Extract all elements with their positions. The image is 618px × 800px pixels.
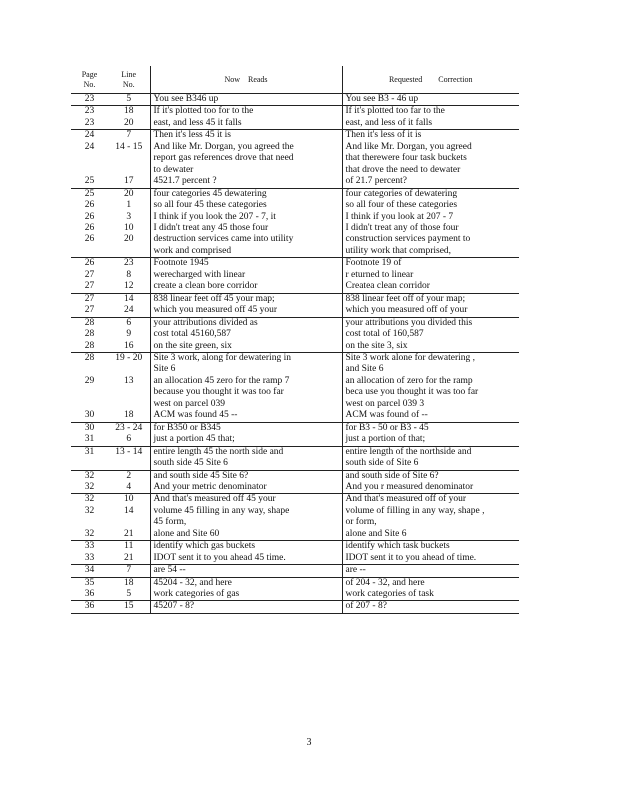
errata-row (71, 176, 519, 188)
errata-row (71, 422, 519, 434)
requested-correction-cell: volume of filling in any way, shape , or form, (342, 506, 519, 529)
line-number-cell: 19 - 20 (108, 352, 150, 375)
now-reads-cell: entire length 45 the north side and south side 45 Site 6 (150, 446, 342, 470)
now-reads-cell: And like Mr. Dorgan, you agreed the report gas references drove that need to dewater (150, 142, 342, 176)
page-number-cell: 30 (84, 410, 95, 421)
page-number-cell: 28 (84, 340, 95, 351)
line-number-cell: 3 (126, 211, 132, 222)
now-reads-cell: east, and less 45 it falls (150, 118, 342, 130)
now-reads-cell: Then it's less 45 it is (150, 130, 342, 142)
now-reads-cell: and south side 45 Site 6? (150, 470, 342, 482)
page-number-cell: 25 (84, 176, 95, 187)
requested-correction-cell: east, and less of it falls (342, 118, 519, 130)
errata-row (71, 553, 519, 565)
page-number-cell: 25 (71, 188, 108, 200)
requested-correction-cell: If it's plotted too far to the (342, 106, 519, 118)
page-no-header: Page No. (71, 66, 108, 94)
errata-row (71, 212, 519, 223)
page-number-cell: 24 (84, 141, 95, 152)
errata-row (71, 565, 519, 577)
requested-correction-cell: your attributions you divided this (342, 317, 519, 329)
line-number-cell: 18 (124, 410, 134, 421)
line-number-cell: 10 (124, 222, 134, 233)
errata-row (71, 541, 519, 553)
errata-row (71, 529, 519, 541)
now-reads-cell: identify which gas buckets (150, 541, 342, 553)
line-number-cell: 12 (124, 281, 134, 292)
now-reads-cell: cost total 45160,587 (150, 329, 342, 340)
page-number-cell: 31 (71, 446, 108, 470)
page-number-cell: 28 (71, 352, 108, 375)
line-number-cell: 24 (124, 305, 134, 316)
page-number-cell: 26 (84, 200, 95, 211)
now-reads-cell: I didn't treat any 45 those four (150, 223, 342, 234)
requested-correction-cell: Site 3 work alone for dewatering , and Site 6 (342, 352, 519, 375)
now-reads-cell: 45207 - 8? (150, 601, 342, 613)
page-number-cell: 32 (84, 481, 95, 492)
now-reads-cell: just a portion 45 that; (150, 434, 342, 446)
page-number-cell: 31 (84, 434, 95, 445)
now-reads-cell: And your metric denominator (150, 482, 342, 494)
line-number-cell: 9 (126, 329, 132, 340)
requested-correction-cell: just a portion of that; (342, 434, 519, 446)
errata-row (71, 200, 519, 211)
requested-correction-cell: construction services payment to utility work that comprised, (342, 234, 519, 257)
requested-correction-cell: so all four of these categories (342, 200, 519, 211)
header-row (71, 66, 519, 94)
line-number-cell: 17 (124, 176, 134, 187)
line-number-cell: 7 (108, 130, 150, 142)
line-number-cell: 14 - 15 (115, 141, 143, 152)
requested-correction-cell: an allocation of zero for the ramp beca use you thought it was too far west on parcel 039 3 (342, 376, 519, 410)
requested-correction-cell: entire length of the northside and south side of Site 6 (342, 446, 519, 470)
requested-correction-cell: for B3 - 50 or B3 - 45 (342, 422, 519, 434)
line-number-cell: 15 (108, 601, 150, 613)
requested-correction-cell: work categories of task (342, 589, 519, 601)
now-reads-cell: four categories 45 dewatering (150, 188, 342, 200)
line-number-cell: 4 (126, 481, 132, 492)
line-number-cell: 21 (124, 528, 134, 539)
line-number-cell: 6 (108, 317, 150, 329)
line-number-cell: 5 (108, 94, 150, 106)
now-reads-cell: are 54 -- (150, 565, 342, 577)
line-number-cell: 18 (108, 577, 150, 589)
errata-row (71, 601, 519, 613)
page-number-cell: 23 (71, 106, 108, 118)
errata-row (71, 506, 519, 529)
errata-row (71, 376, 519, 410)
page-number-cell: 35 (71, 577, 108, 589)
requested-correction-cell: four categories of dewatering (342, 188, 519, 200)
requested-correction-cell: r eturned to linear (342, 270, 519, 281)
now-reads-cell: destruction services came into utility work and comprised (150, 234, 342, 257)
requested-correction-cell: I think if you look at 207 - 7 (342, 212, 519, 223)
errata-row (71, 281, 519, 293)
line-number-cell: 18 (108, 106, 150, 118)
errata-row (71, 293, 519, 305)
requested-correction-cell: 838 linear feet off of your map; (342, 293, 519, 305)
errata-row (71, 577, 519, 589)
errata-row (71, 494, 519, 506)
now-reads-cell: for B350 or B345 (150, 422, 342, 434)
requested-correction-cell: IDOT sent it to you ahead of time. (342, 553, 519, 565)
errata-row (71, 188, 519, 200)
requested-correction-cell: of 21.7 percent? (342, 176, 519, 188)
line-number-cell: 7 (108, 565, 150, 577)
line-number-cell: 20 (124, 234, 134, 245)
errata-row (71, 258, 519, 270)
now-reads-cell: work categories of gas (150, 589, 342, 601)
line-number-cell: 13 (124, 375, 134, 386)
page-number-cell: 36 (71, 601, 108, 613)
requested-correction-cell: are -- (342, 565, 519, 577)
errata-row (71, 482, 519, 494)
now-reads-cell: so all four 45 these categories (150, 200, 342, 211)
now-reads-cell: Footnote 1945 (150, 258, 342, 270)
page-number-cell: 27 (84, 305, 95, 316)
line-number-cell: 20 (108, 188, 150, 200)
now-reads-cell: an allocation 45 zero for the ramp 7 because you thought it was too far west on parcel 039 (150, 376, 342, 410)
requested-correction-cell: I didn't treat any of those four (342, 223, 519, 234)
now-reads-cell: 4521.7 percent ? (150, 176, 342, 188)
now-reads-cell: werecharged with linear (150, 270, 342, 281)
page-number-cell: 26 (84, 234, 95, 245)
requested-correction-cell: of 207 - 8? (342, 601, 519, 613)
errata-row (71, 352, 519, 375)
page-number-cell: 34 (71, 565, 108, 577)
now-reads-cell: which you measured off 45 your (150, 305, 342, 317)
line-number-cell: 20 (124, 117, 134, 128)
page-number-cell: 28 (71, 317, 108, 329)
requested-correction-cell: alone and Site 6 (342, 529, 519, 541)
requested-correction-cell: cost total of 160,587 (342, 329, 519, 340)
requested-correction-cell: identify which task buckets (342, 541, 519, 553)
errata-row (71, 446, 519, 470)
requested-correction-cell: Then it's less of it is (342, 130, 519, 142)
now-reads-cell: volume 45 filling in any way, shape 45 form, (150, 506, 342, 529)
requested-correction-cell: ACM was found of -- (342, 410, 519, 422)
errata-row (71, 589, 519, 601)
line-number-cell: 10 (108, 494, 150, 506)
line-number-cell: 11 (108, 541, 150, 553)
now-reads-cell: You see B346 up (150, 94, 342, 106)
errata-row (71, 317, 519, 329)
line-number-cell: 1 (126, 200, 132, 211)
requested-correction-cell: And you r measured denominator (342, 482, 519, 494)
page-number-cell: 26 (71, 258, 108, 270)
now-reads-cell: If it's plotted too for to the (150, 106, 342, 118)
requested-correction-cell: of 204 - 32, and here (342, 577, 519, 589)
line-number-cell: 21 (124, 552, 134, 563)
errata-row (71, 94, 519, 106)
line-number-cell: 13 - 14 (108, 446, 150, 470)
requested-correction-cell: You see B3 - 46 up (342, 94, 519, 106)
errata-row (71, 234, 519, 257)
line-number-cell: 23 (108, 258, 150, 270)
now-reads-cell: Site 3 work, along for dewatering in Site 6 (150, 352, 342, 375)
page-number-cell: 23 (84, 117, 95, 128)
page-number-cell: 27 (84, 269, 95, 280)
line-no-header: Line No. (108, 66, 150, 94)
requested-correction-cell: on the site 3, six (342, 341, 519, 353)
page-number-cell: 36 (84, 589, 95, 600)
now-reads-cell: I think if you look the 207 - 7, it (150, 212, 342, 223)
requested-correction-cell: which you measured off of your (342, 305, 519, 317)
errata-row (71, 434, 519, 446)
page-number-cell: 32 (71, 494, 108, 506)
line-number-cell: 8 (126, 269, 132, 280)
errata-table (71, 66, 519, 614)
errata-row (71, 130, 519, 142)
line-number-cell: 14 (108, 293, 150, 305)
line-number-cell: 14 (124, 505, 134, 516)
errata-row (71, 341, 519, 353)
line-number-cell: 23 - 24 (108, 422, 150, 434)
line-number-cell: 2 (108, 470, 150, 482)
page-number-cell: 30 (71, 422, 108, 434)
page-number-cell: 32 (84, 528, 95, 539)
now-reads-cell: IDOT sent it to you ahead 45 time. (150, 553, 342, 565)
page-number-cell: 26 (84, 211, 95, 222)
requested-correction-cell: and south side of Site 6? (342, 470, 519, 482)
line-number-cell: 16 (124, 340, 134, 351)
page-number-cell: 32 (84, 505, 95, 516)
requested-correction-cell: And that's measured off of your (342, 494, 519, 506)
requested-correction-cell: Footnote 19 of (342, 258, 519, 270)
requested-correction-header: Requested Correction (342, 66, 519, 94)
errata-row (71, 305, 519, 317)
page-number: 3 (306, 737, 312, 748)
page-number-cell: 24 (71, 130, 108, 142)
errata-row (71, 329, 519, 340)
now-reads-cell: ACM was found 45 -- (150, 410, 342, 422)
requested-correction-cell: And like Mr. Dorgan, you agreed that therewere four task buckets that drove the need to dewater (342, 142, 519, 176)
errata-row (71, 470, 519, 482)
errata-row (71, 270, 519, 281)
errata-row (71, 223, 519, 234)
requested-correction-cell: Createa clean corridor (342, 281, 519, 293)
line-number-cell: 5 (126, 589, 132, 600)
page-number-cell: 29 (84, 375, 95, 386)
now-reads-cell: 838 linear feet off 45 your map; (150, 293, 342, 305)
errata-row (71, 410, 519, 422)
now-reads-cell: 45204 - 32, and here (150, 577, 342, 589)
now-reads-cell: create a clean bore corridor (150, 281, 342, 293)
now-reads-header: Now Reads (150, 66, 342, 94)
now-reads-cell: alone and Site 60 (150, 529, 342, 541)
errata-row (71, 142, 519, 176)
now-reads-cell: And that's measured off 45 your (150, 494, 342, 506)
errata-row (71, 106, 519, 118)
page-number-cell: 33 (84, 552, 95, 563)
line-number-cell: 6 (126, 434, 132, 445)
page-number-cell: 27 (84, 281, 95, 292)
page-number-cell: 28 (84, 329, 95, 340)
now-reads-cell: your attributions divided as (150, 317, 342, 329)
page-number-cell: 27 (71, 293, 108, 305)
page-number-cell: 33 (71, 541, 108, 553)
page-number-cell: 32 (71, 470, 108, 482)
now-reads-cell: on the site green, six (150, 341, 342, 353)
page-number-cell: 23 (71, 94, 108, 106)
errata-row (71, 118, 519, 130)
page-number-cell: 26 (84, 222, 95, 233)
